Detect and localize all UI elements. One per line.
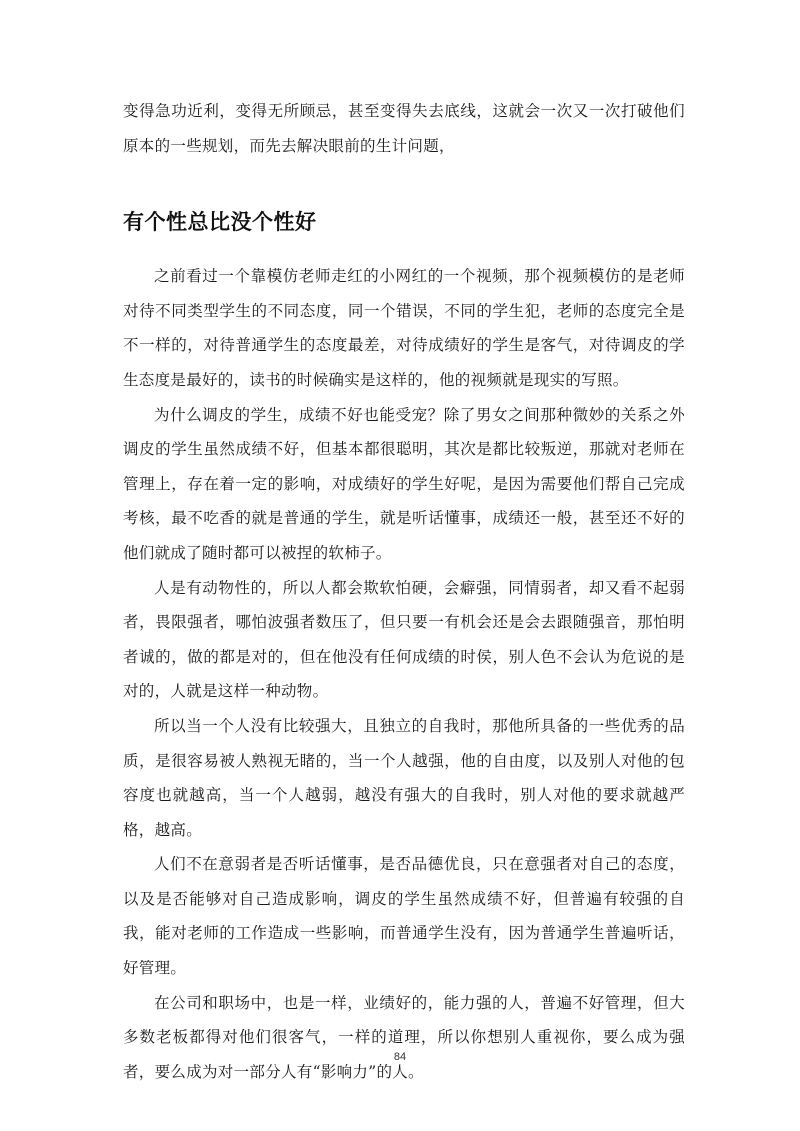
page-number: 84 bbox=[393, 1051, 407, 1063]
page-content bbox=[123, 94, 685, 1089]
body-paragraph-1: 之前看过一个靠模仿老师走红的小网红的一个视频，那个视频模仿的是老师对待不同类型学生的不同态度，同一个错误，不同的学生犯，老师的态度完全是不一样的，对待普通学生的态度最差，对待成绩好的学生是客气，对待调皮的学生态度是最好的，读书的时候确实是这样的，他的视频就是现实的写照。 bbox=[123, 267, 685, 389]
body-paragraph-2: 为什么调皮的学生，成绩不好也能受宠？除了男女之间那种微妙的关系之外调皮的学生虽然成绩不好，但基本都很聪明，其次是都比较叛逆，那就对老师在管理上，存在着一定的影响，对成绩好的学生好呢，是因为需要他们帮自己完成考核，最不吃香的就是普通的学生，就是听话懂事，成绩还一般，甚至还不好的他们就成了随时都可以被捏的软柿子。 bbox=[123, 405, 685, 562]
lead-paragraph: 变得急功近利，变得无所顾忌，甚至变得失去底线，这就会一次又一次打破他们原本的一些规划，而先去解决眼前的生计问题， bbox=[123, 102, 685, 155]
body-paragraph-3: 人是有动物性的，所以人都会欺软怕硬，会癖强，同情弱者，却又看不起弱者，畏限强者，哪怕波强者数压了，但只要一有机会还是会去跟随强音，那怕明者诚的，做的都是对的，但在他没有任何成绩的时侯，别人色不会认为危说的是对的，人就是这样一种动物。 bbox=[123, 578, 685, 701]
section-heading: 有个性总比没个性好 bbox=[123, 210, 317, 235]
body-paragraph-4: 所以当一个人没有比较强大，且独立的自我时，那他所具备的一些优秀的品质，是很容易被人熟视无睹的，当一个人越强，他的自由度，以及别人对他的包容度也就越高，当一个人越弱，越没有强大的自我时，别人对他的要求就越严格，越高。 bbox=[123, 716, 685, 839]
body-paragraph-5: 人们不在意弱者是否听话懂事，是否品德优良，只在意强者对自己的态度，以及是否能够对自己造成影响，调皮的学生虽然成绩不好，但普遍有较强的自我，能对老师的工作造成一些影响，而普通学生没有，因为普通学生普遍听话，好管理。 bbox=[123, 855, 685, 978]
body-paragraph-6: 在公司和职场中，也是一样，业绩好的，能力强的人，普遍不好管理，但大多数老板都得对他们很客气，一样的道理，所以你想别人重视你，要么成为强者，要么成为对一部分人有“影响力”的人。 bbox=[123, 993, 685, 1081]
